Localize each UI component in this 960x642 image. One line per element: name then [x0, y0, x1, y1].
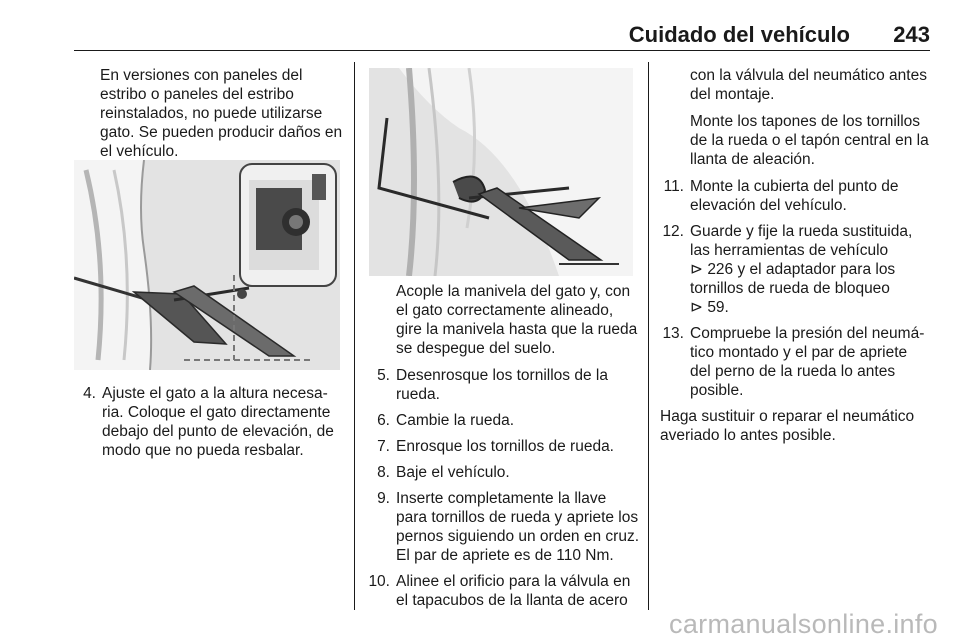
step-number: 11.	[663, 178, 684, 195]
step-text: Baje el vehículo.	[396, 464, 510, 481]
step-number: 10.	[368, 573, 390, 590]
step-number: 4.	[83, 385, 96, 402]
column-2	[358, 282, 640, 617]
step-9	[372, 489, 640, 565]
step-7	[372, 437, 640, 456]
step-text-b: y el adaptador para los tornillos de rueda de bloqueo	[690, 261, 896, 297]
page-number: 243	[893, 22, 930, 47]
step-number: 8.	[377, 464, 390, 481]
column-3	[660, 66, 930, 453]
step-text: Compruebe la presión del neumá-tico montado y el par de apriete del perno de la rueda lo antes posible.	[690, 325, 925, 399]
step-8	[372, 463, 640, 482]
step-number: 5.	[377, 367, 390, 384]
page-title: Cuidado del vehículo	[628, 22, 850, 47]
column-1-steps	[78, 384, 342, 467]
step-list-3	[660, 177, 930, 400]
step-text: Desenrosque los tornillos de la rueda.	[396, 367, 608, 403]
column-divider-1	[354, 62, 355, 610]
step-number: 13.	[662, 325, 684, 342]
crank-paragraph: Acople la manivela del gato y, con el gato correctamente alineado, gire la manivela hasta que la rueda se despegue del suelo.	[396, 283, 638, 357]
page-reference-link[interactable]: 59.	[707, 299, 729, 316]
column-1	[100, 66, 345, 169]
step-number: 7.	[377, 438, 390, 455]
step-list	[78, 384, 342, 460]
step-number: 12.	[662, 223, 684, 240]
jack-position-illustration	[74, 160, 340, 370]
step-11	[663, 177, 930, 215]
arrow-reference-icon: ⊳	[690, 299, 703, 316]
step-text: Enrosque los tornillos de rueda.	[396, 438, 614, 455]
column-divider-2	[648, 62, 649, 610]
arrow-reference-icon: ⊳	[690, 261, 703, 278]
step-text: Alinee el orificio para la válvula en el tapacubos de la llanta de acero	[396, 573, 631, 609]
header-rule	[74, 50, 930, 51]
step-10	[368, 572, 640, 610]
watermark: carmanualsonline.info	[669, 609, 938, 639]
step-5	[372, 366, 640, 404]
step-13	[662, 324, 930, 400]
step-12	[662, 222, 930, 317]
continuation-paragraph-2: Monte los tapones de los tornillos de la rueda o el tapón central en la llanta de aleación.	[690, 113, 929, 168]
closing-paragraph: Haga sustituir o reparar el neumático averiado lo antes posible.	[660, 408, 915, 444]
step-list-2	[358, 366, 640, 610]
continuation-paragraph: con la válvula del neumático antes del montaje.	[690, 67, 927, 103]
step-text: Cambie la rueda.	[396, 412, 515, 429]
step-4	[78, 384, 342, 460]
step-6	[372, 411, 640, 430]
page-reference-link[interactable]: 226	[707, 261, 734, 278]
step-text: Ajuste el gato a la altura necesa-ria. Coloque el gato directamente debajo del punto de elevación, de modo que no pueda resbalar.	[102, 385, 334, 459]
step-text: Inserte completamente la llave para tornillos de rueda y apriete los pernos siguiendo un orden en cruz. El par de apriete es de 110 Nm.	[396, 490, 639, 564]
step-number: 9.	[377, 490, 390, 507]
step-text-a: Guarde y fije la rueda sustituida, las herramientas de vehículo	[690, 223, 913, 259]
step-number: 6.	[377, 412, 390, 429]
jack-crank-illustration	[369, 68, 633, 276]
step-text: Monte la cubierta del punto de elevación del vehículo.	[690, 178, 899, 214]
intro-paragraph: En versiones con paneles del estribo o paneles del estribo reinstalados, no puede utilizarse gato. Se pueden producir daños en el vehículo.	[100, 67, 343, 160]
